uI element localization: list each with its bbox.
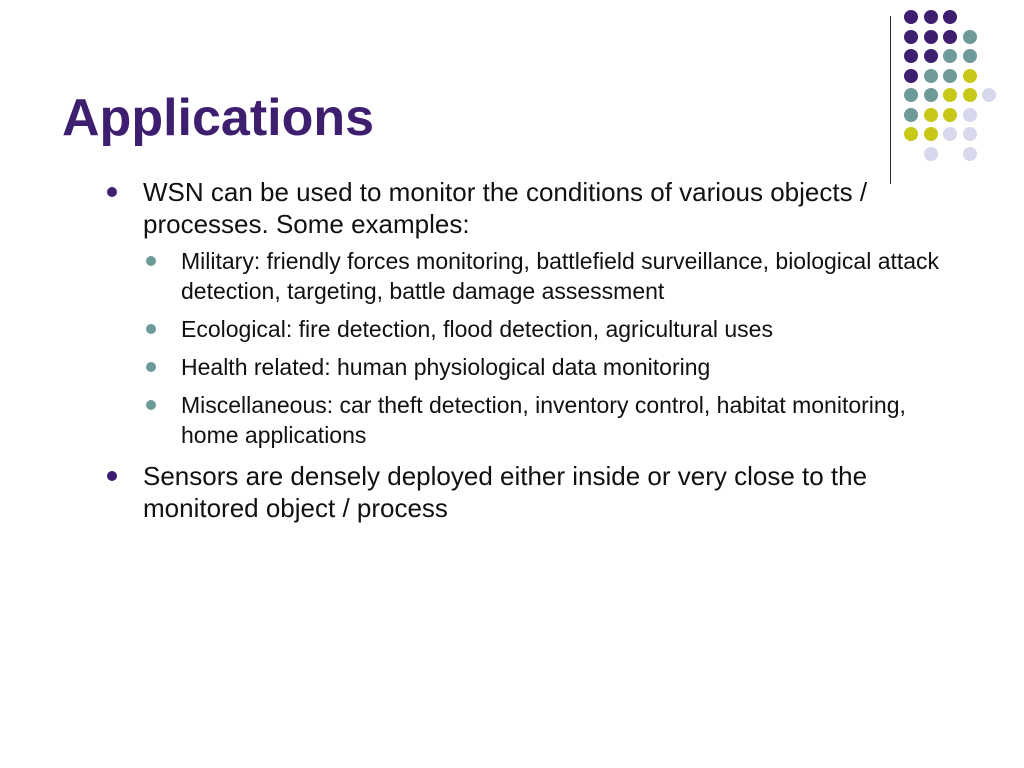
decorative-dot-icon — [943, 108, 957, 122]
sub-bullet-dot-icon — [146, 400, 156, 410]
sub-bullet-item — [143, 314, 945, 344]
decorative-dot-icon — [924, 10, 938, 24]
decorative-dot-icon — [904, 30, 918, 44]
sub-bullet-dot-icon — [146, 256, 156, 266]
bullet-item — [105, 176, 945, 450]
decorative-dot-icon — [963, 147, 977, 161]
decorative-dot-icon — [924, 127, 938, 141]
decorative-dot-icon — [904, 127, 918, 141]
bullet-text: Sensors are densely deployed either inside or very close to the monitored object / process — [143, 461, 868, 523]
decorative-dot-grid — [904, 10, 1004, 170]
decorative-dot-icon — [924, 49, 938, 63]
decorative-dot-icon — [963, 127, 977, 141]
decorative-divider-line — [890, 16, 891, 184]
sub-bullet-item — [143, 246, 945, 306]
decorative-dot-icon — [943, 69, 957, 83]
decorative-dot-icon — [943, 49, 957, 63]
decorative-dot-icon — [982, 88, 996, 102]
decorative-dot-icon — [943, 88, 957, 102]
sub-bullet-dot-icon — [146, 324, 156, 334]
sub-bullet-text: Miscellaneous: car theft detection, inventory control, habitat monitoring, home applications — [181, 392, 906, 448]
decorative-dot-icon — [924, 30, 938, 44]
sub-bullet-list — [143, 246, 945, 450]
sub-bullet-item — [143, 390, 945, 450]
decorative-dot-icon — [963, 49, 977, 63]
slide-body — [105, 176, 945, 534]
decorative-dot-icon — [924, 147, 938, 161]
decorative-dot-icon — [904, 10, 918, 24]
decorative-dot-icon — [963, 30, 977, 44]
decorative-dot-icon — [904, 69, 918, 83]
decorative-dot-icon — [963, 88, 977, 102]
sub-bullet-text: Military: friendly forces monitoring, battlefield surveillance, biological attack detection, targeting, battle damage assessment — [181, 248, 940, 304]
slide-title: Applications — [62, 89, 375, 147]
decorative-dot-icon — [943, 10, 957, 24]
sub-bullet-text: Health related: human physiological data monitoring — [181, 354, 711, 380]
decorative-dot-icon — [963, 69, 977, 83]
bullet-dot-icon — [107, 471, 117, 481]
bullet-list — [105, 176, 945, 524]
bullet-text: WSN can be used to monitor the conditions of various objects / processes. Some examples: — [143, 177, 868, 239]
decorative-dot-icon — [963, 108, 977, 122]
decorative-dot-icon — [904, 88, 918, 102]
decorative-dot-icon — [943, 127, 957, 141]
decorative-dot-icon — [904, 108, 918, 122]
bullet-item — [105, 460, 945, 524]
sub-bullet-dot-icon — [146, 362, 156, 372]
decorative-dot-icon — [924, 88, 938, 102]
sub-bullet-text: Ecological: fire detection, flood detection, agricultural uses — [181, 316, 773, 342]
decorative-dot-icon — [924, 108, 938, 122]
decorative-dot-icon — [904, 49, 918, 63]
bullet-dot-icon — [107, 187, 117, 197]
sub-bullet-item — [143, 352, 945, 382]
decorative-dot-icon — [924, 69, 938, 83]
decorative-dot-icon — [943, 30, 957, 44]
